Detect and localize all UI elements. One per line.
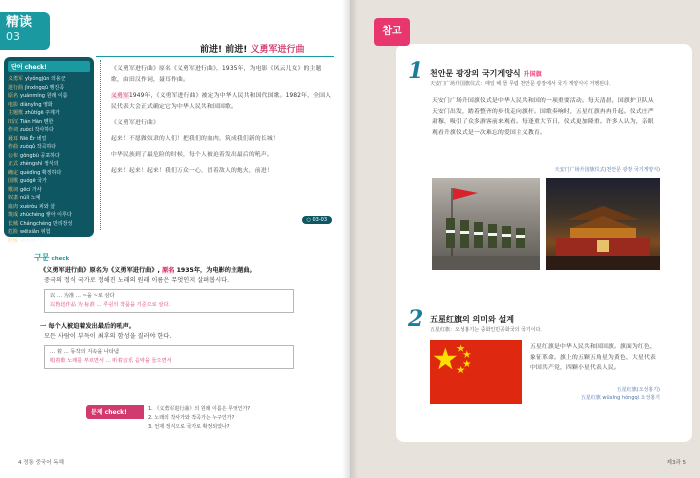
five-star-flag-image <box>430 340 522 404</box>
section-2-body: 五星红旗是中华人民共和国国旗。旗面为红色，象征革命。旗上的五颗五角星为黄色，大星代表中国共产党，四颗小星代表人民。 <box>530 344 656 371</box>
vocab-word: 确定 <box>8 169 19 176</box>
vocab-word: 歌词 <box>8 186 19 193</box>
grammar-example-box-2: … 着 … 동작의 지속을 나타냄 唱着歌 노래를 부르면서 … 听着音乐 음악을 들으면서 <box>44 345 294 369</box>
vocab-row <box>8 101 90 110</box>
vocab-word: 作曲 <box>8 144 19 150</box>
right-page-number: 제3과 5 <box>666 460 686 466</box>
vocab-meaning: zuòcí 작사하다 <box>20 127 54 133</box>
vocab-meaning: diànyǐng 영화 <box>20 101 53 108</box>
vocab-meaning: zhèngshì 정식의 <box>20 161 59 167</box>
vocab-row <box>8 211 90 220</box>
passage-lyrics-3: 起来！起来！起来！我们万众一心，冒着敌人的炮火，前进！ <box>111 168 273 174</box>
soldiers-image <box>432 178 540 270</box>
vocab-word: 主题歌 <box>8 110 24 116</box>
passage-song-title: 《义勇军进行曲》 <box>111 120 159 126</box>
vocab-list <box>8 75 90 245</box>
vocab-row <box>8 84 90 93</box>
vocab-word: 危险 <box>8 229 19 235</box>
section-2-caption-a: 五星红旗(오성홍기) <box>616 387 660 393</box>
tiananmen-night-photo <box>546 178 660 270</box>
section-1-body: 天安门广场升国旗仪式是中华人民共和国的一项重要活动。每天清晨，国旗护卫队从天安门出发，踏着整齐的步伐走向旗杆。国歌奏响时，五星红旗冉冉升起。仪式庄严肃穆，吸引了众多游客前来观看。每逢重大节日，仪式更加隆重。许多人认为，亲眼观看升旗仪式是一次难忘的爱国主义教育。 <box>432 98 654 136</box>
vocab-row <box>8 118 90 127</box>
vocab-meaning: núlì 노예 <box>20 195 41 201</box>
passage-lyrics-2: 中华民族到了最危险的时候，每个人被迫着发出最后的吼声。 <box>111 152 273 158</box>
vocab-meaning: wēixiǎn 위험 <box>20 229 51 235</box>
vocab-word: 正式 <box>8 161 19 167</box>
vocab-word: 作词 <box>8 127 19 133</box>
vocab-meaning: gēcí 가사 <box>20 186 42 193</box>
vocab-word: 原名 <box>8 93 19 99</box>
vocab-word: 田汉 <box>8 118 19 125</box>
vocab-meaning: yuánmíng 원래 이름 <box>20 93 68 99</box>
page-title-main: 前进! 前进! <box>200 45 248 55</box>
vocab-row <box>8 177 90 186</box>
vocab-word: 义勇军 <box>8 76 24 82</box>
question-check-label: 문제 check! <box>86 405 144 419</box>
grammar-sentence-1: 《义勇军进行曲》原名为《义勇军进行曲》, 原名 1935年，为电影的主题曲。 <box>40 267 256 274</box>
lesson-badge <box>0 12 50 50</box>
lesson-number: 03 <box>6 30 20 43</box>
passage-lyrics-1: 起来！不愿做奴隶的人们！把我们的血肉，筑成我们新的长城！ <box>111 136 279 142</box>
vocab-meaning: yìyǒngjūn 의용군 <box>25 76 66 82</box>
vocab-row <box>8 92 90 101</box>
grammar-translation-1: 중국의 정식 국가로 정해진 노래의 원래 이름은 무엇인지 살펴봅시다. <box>44 277 230 284</box>
passage-para-1: 《义勇军进行曲》原名《义勇军进行曲》，1935年，为电影《风云儿女》的主题歌，由田汉作词，聂耳作曲。 <box>111 66 322 83</box>
page-title <box>200 42 305 55</box>
vocab-meaning: Chángchéng 만리장성 <box>20 220 73 227</box>
passage-mark: 义勇军 <box>111 93 129 99</box>
vocab-word: 时候 <box>8 237 19 244</box>
vocab-meaning: gōngbù 공포하다 <box>20 152 60 159</box>
flag-guard-photo <box>432 178 540 270</box>
section-2-number: 2 <box>408 306 424 332</box>
section-1-title: 천안문 광장의 국기게양식 升国旗 <box>430 69 542 78</box>
vocab-word: 进行曲 <box>8 84 24 91</box>
section-2-subtitle: 五星红旗：오성홍기는 중화인민공화국의 국기이다. <box>430 327 542 333</box>
vocab-meaning: zhùchéng 쌓아 이루다 <box>20 212 72 218</box>
vocab-row <box>8 228 90 237</box>
vocab-row <box>8 152 90 161</box>
vocab-word: 聂耳 <box>8 135 19 142</box>
vocab-check-heading: 단어 check! <box>8 61 90 72</box>
vocab-meaning: zuòqǔ 작곡하다 <box>20 144 57 150</box>
vocab-row <box>8 109 90 118</box>
book-gutter <box>342 0 358 478</box>
vocab-word: 血肉 <box>8 203 19 210</box>
section-1-number: 1 <box>408 58 424 84</box>
vocab-row <box>8 220 90 229</box>
question-check-list: 1. 《义勇军进行曲》의 원래 이름은 무엇인가? 2. 노래의 작사가와 작곡가는 누구인가? 3. 언제 정식으로 국가로 확정되었나? <box>148 406 251 430</box>
vocab-word: 电影 <box>8 101 19 108</box>
vocab-meaning: zhǔtígē 주제가 <box>25 110 60 116</box>
vocab-row <box>8 75 90 84</box>
grammar-translation-2: 모든 사람이 부득이 최후의 함성을 질러야 한다. <box>44 333 172 340</box>
vocab-check-panel <box>4 57 94 244</box>
vocab-row <box>8 160 90 169</box>
vocab-meaning: Niè Ěr 녜얼 <box>20 135 47 142</box>
audio-track-button[interactable]: ○ 03-03 <box>302 216 332 224</box>
grammar-sentence-2: 一 每个人被迫着发出最后的吼声。 <box>40 323 135 330</box>
tiananmen-image <box>546 178 660 270</box>
vocab-meaning: jìnxíngqǔ 행진곡 <box>25 84 65 91</box>
right-page <box>350 0 700 478</box>
section-2-title: 五星红旗의 의미와 설계 <box>430 315 514 324</box>
passage-para-2: 义勇军1949年，《义勇军进行曲》被定为中华人民共和国代国歌。1982年，全国人民代表大会正式确定它为中华人民共和国国歌。 <box>111 93 332 110</box>
vocab-word: 长城 <box>8 220 19 227</box>
vocab-row <box>8 194 90 203</box>
vocab-meaning: Tián Hàn 톈한 <box>20 118 54 125</box>
lesson-label: 精读 <box>6 15 33 30</box>
vocab-meaning: shíhou 때 <box>20 237 43 244</box>
flag-stars <box>430 340 522 404</box>
vocab-row <box>8 135 90 144</box>
grammar-example-box-1: 以 … 为准 … ~을 ~로 삼다 以鲁迅作品 为 标准 … 루쉰의 작품을 기준으로 삼다. <box>44 289 294 313</box>
vocab-word: 国歌 <box>8 178 19 184</box>
page-title-highlight: 义勇军进行曲 <box>250 45 305 55</box>
vocab-word: 公布 <box>8 152 19 159</box>
section-1-caption: 天安门广场升国旗仪式(천안문 광장 국기게양식) <box>554 167 660 173</box>
vocab-row <box>8 186 90 195</box>
reference-tab: 참고 <box>374 18 410 46</box>
vocab-meaning: xuèròu 피와 살 <box>20 203 56 210</box>
vocab-row <box>8 203 90 212</box>
vocab-row <box>8 237 90 246</box>
vocab-row <box>8 169 90 178</box>
section-2-caption-b: 五星红旗 wǔxīng hóngqí 오성홍기 <box>580 395 660 401</box>
title-divider <box>96 56 334 57</box>
reading-passage <box>100 60 338 230</box>
vocab-row <box>8 143 90 152</box>
vocab-word: 筑成 <box>8 212 19 218</box>
vocab-word: 奴隶 <box>8 195 19 201</box>
grammar-heading: 구문 check <box>34 253 70 262</box>
vocab-meaning: quèdìng 확정하다 <box>20 169 62 176</box>
section-1-subtitle: 天安门广场升国旗仪式：매일 해 뜰 무렵 천안문 광장에서 국기 게양식이 거행된다. <box>430 81 611 87</box>
vocab-row <box>8 126 90 135</box>
vocab-meaning: guógē 국가 <box>20 178 47 184</box>
left-page-number: 4 정통 중국어 독해 <box>18 460 64 466</box>
